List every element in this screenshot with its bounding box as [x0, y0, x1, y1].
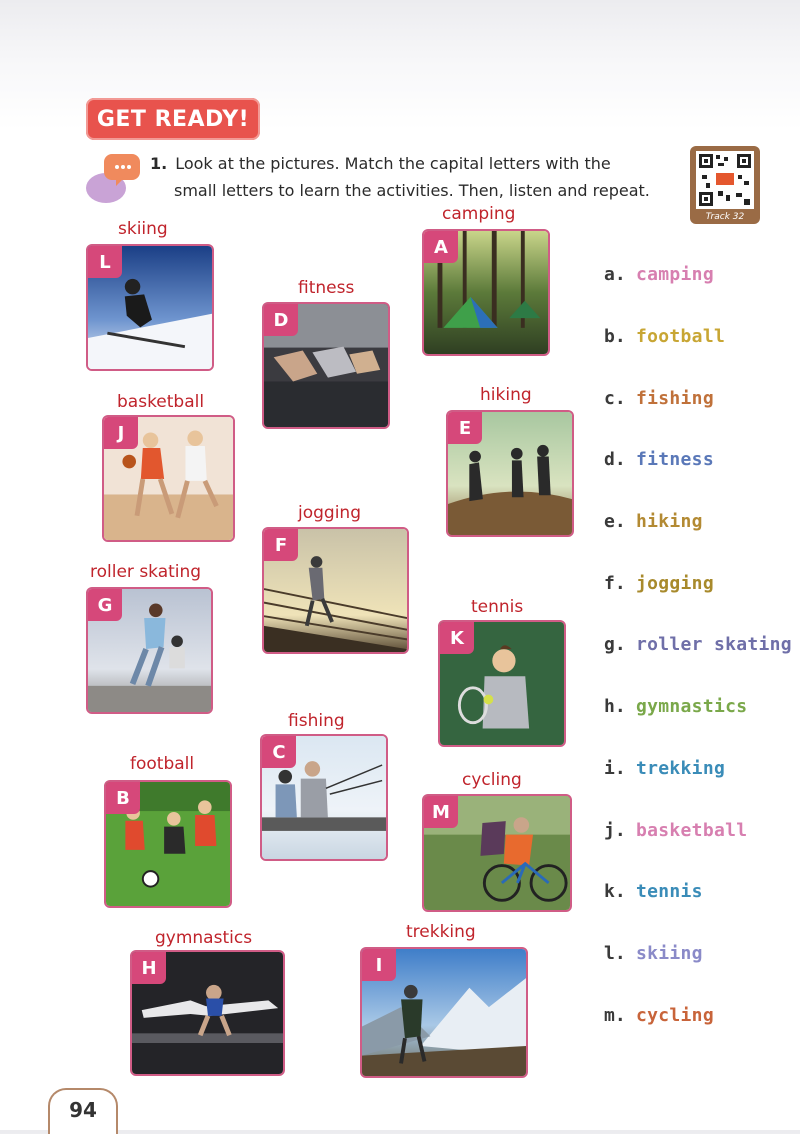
answer-word: football	[636, 326, 726, 348]
answer-word: camping	[636, 264, 714, 286]
label-camping: camping	[442, 204, 516, 224]
label-trekking: trekking	[406, 922, 476, 942]
answer-item	[604, 491, 794, 553]
answer-item	[604, 676, 794, 738]
photo-trekking	[360, 947, 528, 1078]
badge-i: I	[362, 949, 396, 981]
answer-word: skiing	[636, 942, 703, 964]
badge-h: H	[132, 952, 166, 984]
instructions-line-2: small letters to learn the activities. Then, listen and repeat.	[174, 181, 650, 200]
speech-bubble-icon	[84, 148, 140, 208]
exercise-number: 1.	[150, 154, 168, 173]
label-skiing: skiing	[118, 219, 168, 239]
answer-list	[604, 244, 794, 1046]
label-fitness: fitness	[298, 278, 355, 298]
answer-item	[604, 799, 794, 861]
photo-football	[104, 780, 232, 908]
label-cycling: cycling	[462, 770, 522, 790]
badge-f: F	[264, 529, 298, 561]
photo-basketball	[102, 415, 235, 542]
answer-letter: j.	[604, 819, 626, 841]
photo-fitness	[262, 302, 390, 429]
answer-item	[604, 984, 794, 1046]
answer-word: roller skating	[636, 634, 792, 656]
answer-letter: l.	[604, 942, 626, 964]
answer-letter: i.	[604, 757, 626, 779]
answer-word: fishing	[636, 387, 714, 409]
label-fishing: fishing	[288, 711, 345, 731]
label-jogging: jogging	[298, 503, 361, 523]
answer-letter: g.	[604, 634, 626, 656]
answer-item	[604, 552, 794, 614]
answer-item	[604, 367, 794, 429]
answer-item	[604, 923, 794, 985]
answer-item	[604, 306, 794, 368]
banner-title: GET READY!	[96, 106, 250, 132]
qr-code-icon	[696, 151, 754, 209]
instructions	[150, 150, 680, 204]
photo-gymnastics	[130, 950, 285, 1076]
label-basketball: basketball	[117, 392, 205, 412]
answer-word: trekking	[636, 757, 726, 779]
badge-k: K	[440, 622, 474, 654]
instructions-line-1: Look at the pictures. Match the capital letters with the	[175, 154, 611, 173]
answer-letter: h.	[604, 696, 626, 718]
label-gymnastics: gymnastics	[155, 928, 253, 948]
badge-m: M	[424, 796, 458, 828]
photo-roller-skating	[86, 587, 213, 714]
badge-c: C	[262, 736, 296, 768]
answer-word: hiking	[636, 511, 703, 533]
photo-jogging	[262, 527, 409, 654]
answer-letter: d.	[604, 449, 626, 471]
answer-word: fitness	[636, 449, 714, 471]
label-roller-skating: roller skating	[90, 562, 202, 582]
answer-letter: k.	[604, 881, 626, 903]
answer-letter: b.	[604, 326, 626, 348]
page-number-text: 94	[69, 1098, 97, 1122]
photo-hiking	[446, 410, 574, 537]
answer-item	[604, 244, 794, 306]
photo-tennis	[438, 620, 566, 747]
answer-word: cycling	[636, 1004, 714, 1026]
photo-camping	[422, 229, 550, 356]
label-hiking: hiking	[480, 385, 532, 405]
answer-item	[604, 738, 794, 800]
badge-e: E	[448, 412, 482, 444]
answer-letter: a.	[604, 264, 626, 286]
badge-g: G	[88, 589, 122, 621]
label-football: football	[130, 754, 195, 774]
answer-letter: f.	[604, 572, 626, 594]
badge-j: J	[104, 417, 138, 449]
badge-d: D	[264, 304, 298, 336]
track-label: Track 32	[705, 212, 745, 222]
photo-skiing	[86, 244, 214, 371]
answer-letter: m.	[604, 1004, 626, 1026]
badge-b: B	[106, 782, 140, 814]
answer-item	[604, 429, 794, 491]
photo-fishing	[260, 734, 388, 861]
answer-letter: e.	[604, 511, 626, 533]
answer-word: jogging	[636, 572, 714, 594]
get-ready-banner	[86, 98, 260, 140]
page-number	[48, 1088, 118, 1134]
answer-word: gymnastics	[636, 696, 748, 718]
answer-letter: c.	[604, 387, 626, 409]
badge-l: L	[88, 246, 122, 278]
label-tennis: tennis	[471, 597, 524, 617]
answer-word: tennis	[636, 881, 703, 903]
answer-item	[604, 861, 794, 923]
answer-word: basketball	[636, 819, 748, 841]
photo-cycling	[422, 794, 572, 912]
answer-item	[604, 614, 794, 676]
badge-a: A	[424, 231, 458, 263]
qr-code-box[interactable]	[690, 146, 760, 224]
